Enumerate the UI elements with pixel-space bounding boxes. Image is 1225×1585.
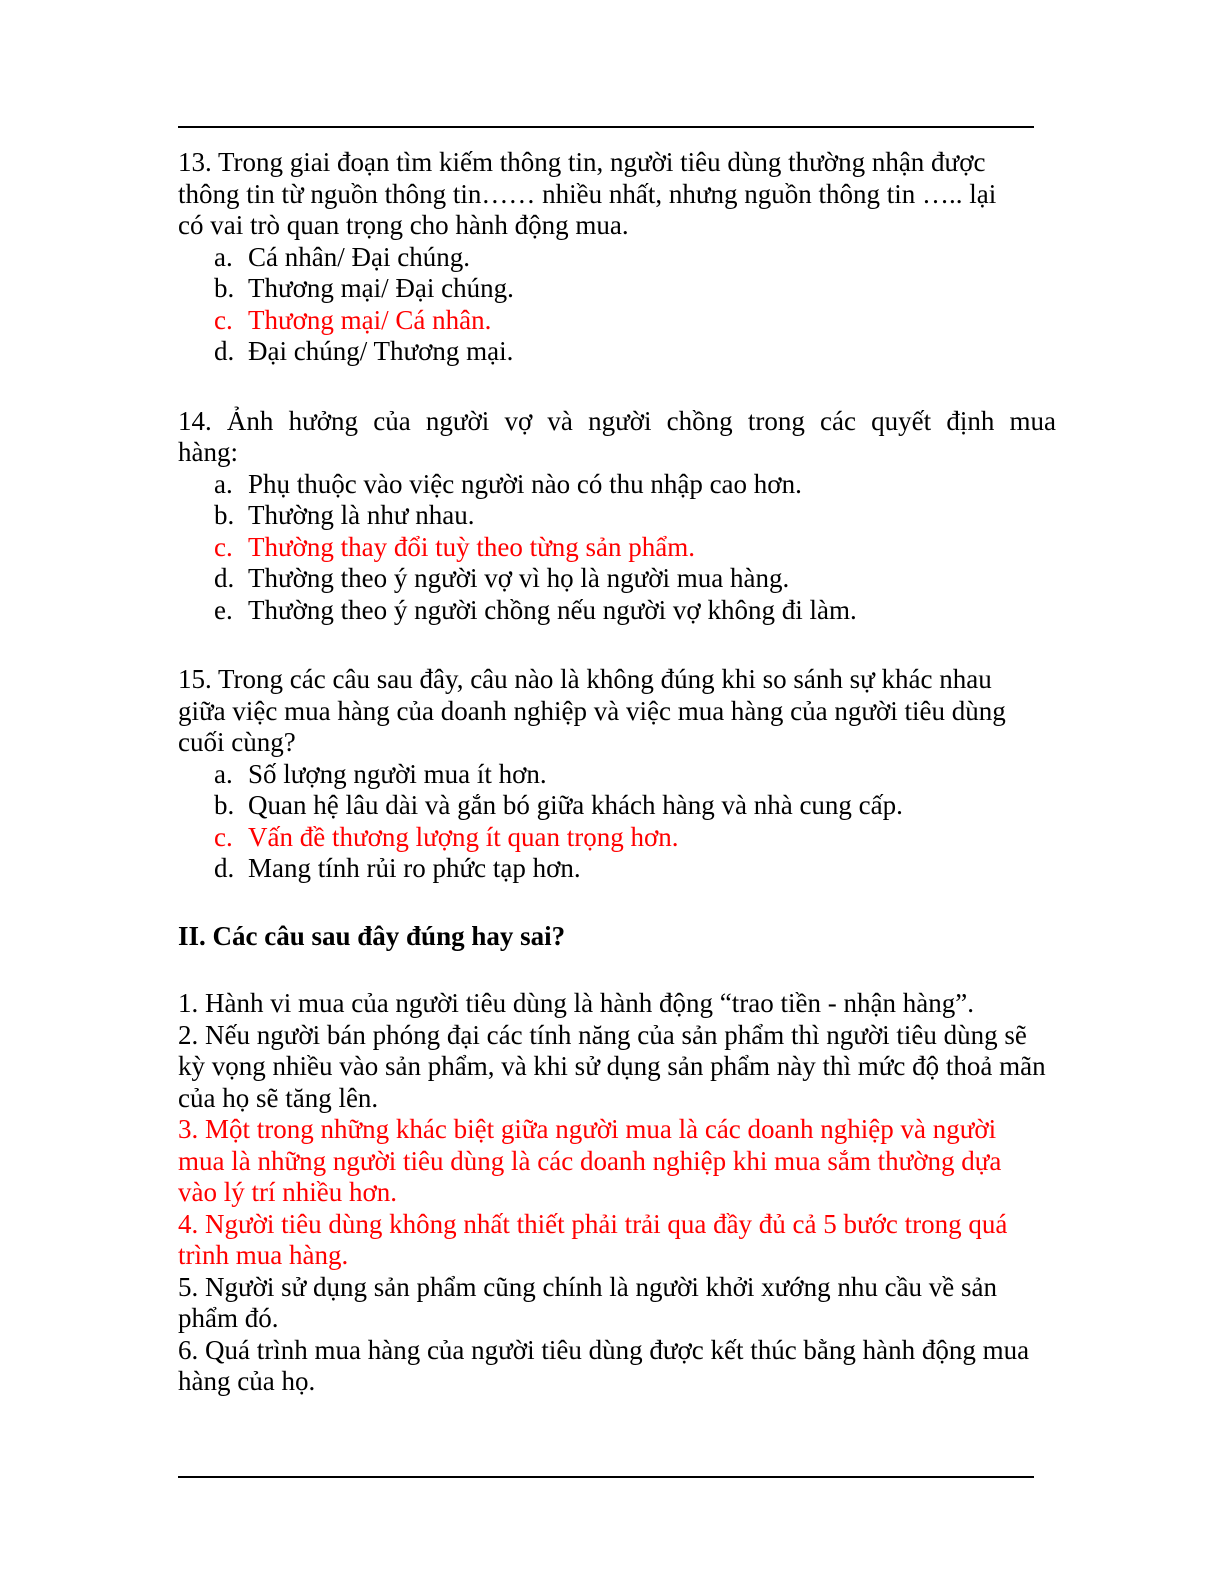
option-b: b. Thương mại/ Đại chúng.	[214, 273, 514, 303]
option-list	[178, 759, 1056, 885]
statement-6: 6. Quá trình mua hàng của người tiêu dùng được kết thúc bằng hành động mua hàng của họ.	[178, 1334, 1030, 1396]
spacer	[178, 885, 1056, 921]
option-b: b. Thường là như nhau.	[214, 500, 475, 530]
option-list	[178, 469, 1056, 627]
statement-list	[178, 988, 1056, 1398]
question-text: 15. Trong các câu sau đây, câu nào là không đúng khi so sánh sự khác nhau giữa việc mua hàng của doanh nghiệp và việc mua hàng của người tiêu dùng cuối cùng?	[178, 664, 1006, 757]
footer-rule	[178, 1476, 1034, 1478]
spacer	[178, 952, 1056, 988]
header-rule	[178, 126, 1034, 128]
statement-5: 5. Người sử dụng sản phẩm cũng chính là người khởi xướng nhu cầu về sản phẩm đó.	[178, 1271, 998, 1333]
statement-2: 2. Nếu người bán phóng đại các tính năng của sản phẩm thì người tiêu dùng sẽ kỳ vọng nhiều vào sản phẩm, và khi sử dụng sản phẩm này thì mức độ thoả mãn của họ sẽ tăng lên.	[178, 1019, 1046, 1113]
option-c-correct: c. Thường thay đổi tuỳ theo từng sản phẩm.	[214, 531, 695, 562]
option-a: a. Cá nhân/ Đại chúng.	[214, 241, 470, 272]
option-c-correct: c. Vấn đề thương lượng ít quan trọng hơn.	[214, 821, 679, 852]
spacer	[178, 368, 1056, 406]
option-a: a. Số lượng người mua ít hơn.	[214, 758, 547, 789]
statement-3-true: 3. Một trong những khác biệt giữa người mua là các doanh nghiệp và người mua là những người tiêu dùng là các doanh nghiệp khi mua sắm thường dựa vào lý trí nhiều hơn.	[178, 1114, 1002, 1207]
question-14	[178, 406, 1056, 627]
spacer	[178, 626, 1056, 664]
option-b: b. Quan hệ lâu dài và gắn bó giữa khách hàng và nhà cung cấp.	[214, 790, 903, 820]
option-d: d. Mang tính rủi ro phức tạp hơn.	[214, 853, 581, 883]
question-15	[178, 664, 1056, 885]
option-list	[178, 242, 1056, 368]
question-text: 14. Ảnh hưởng của người vợ và người chồng trong các quyết định mua hàng:	[178, 405, 1056, 467]
section-heading: II. Các câu sau đây đúng hay sai?	[178, 920, 566, 951]
question-text: 13. Trong giai đoạn tìm kiếm thông tin, người tiêu dùng thường nhận được thông tin từ nguồn thông tin…… nhiều nhất, nhưng nguồn thông tin ….. lại có vai trò quan trọng cho hành động mua.	[178, 147, 997, 240]
option-c-correct: c. Thương mại/ Cá nhân.	[214, 304, 492, 335]
statement-1: 1. Hành vi mua của người tiêu dùng là hành động “trao tiền - nhận hàng”.	[178, 988, 974, 1018]
option-e: e. Thường theo ý người chồng nếu người vợ không đi làm.	[214, 594, 857, 625]
option-d: d. Thường theo ý người vợ vì họ là người mua hàng.	[214, 563, 790, 593]
statement-4-true: 4. Người tiêu dùng không nhất thiết phải trải qua đầy đủ cả 5 bước trong quá trình mua hàng.	[178, 1208, 1008, 1270]
option-a: a. Phụ thuộc vào việc người nào có thu nhập cao hơn.	[214, 468, 802, 499]
question-13	[178, 147, 1056, 368]
option-d: d. Đại chúng/ Thương mại.	[214, 336, 514, 366]
document-content	[178, 147, 1056, 1398]
